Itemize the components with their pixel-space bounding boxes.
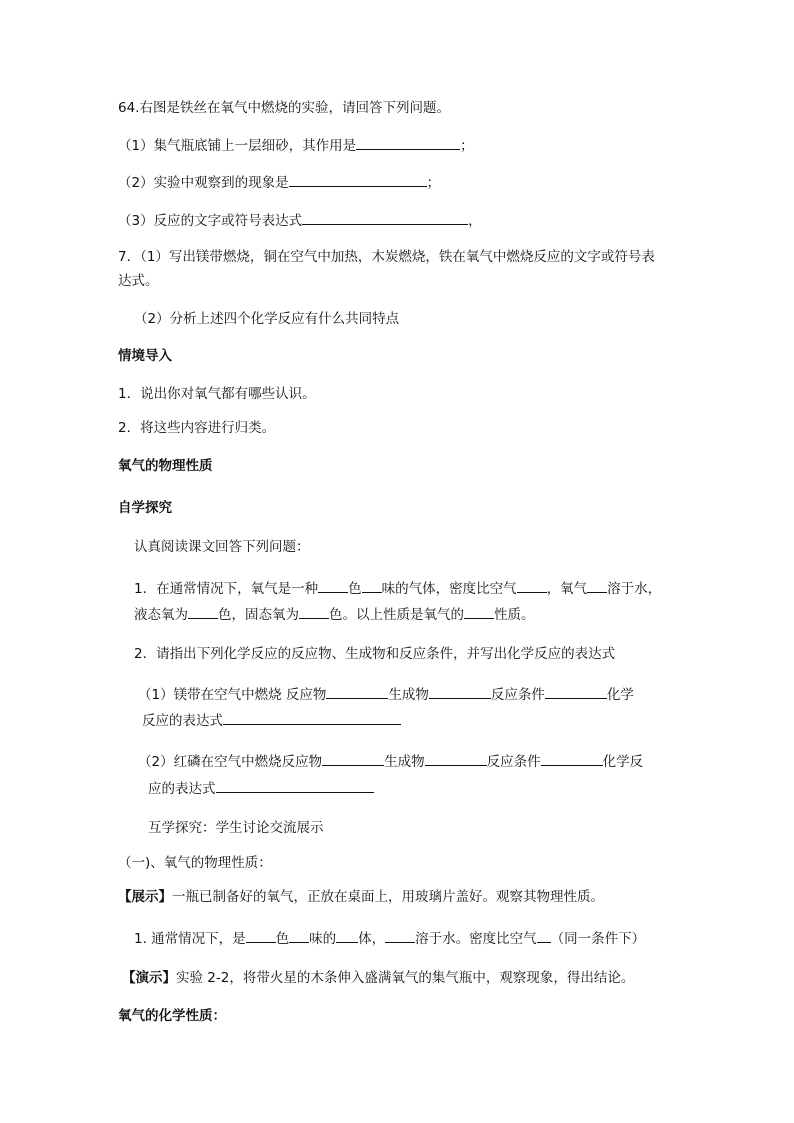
answer-blank[interactable]: [289, 928, 309, 943]
q64-part2: [118, 172, 440, 193]
q7-line1: 7．（1）写出镁带燃烧，铜在空气中加热，木炭燃烧，铁在氧气中燃烧反应的文字或符号表: [118, 249, 655, 265]
answer-blank[interactable]: [223, 710, 401, 725]
answer-blank[interactable]: [545, 684, 607, 699]
text: 反应条件: [486, 754, 541, 770]
chemical-heading: 氧气的化学性质：: [118, 1008, 226, 1024]
text: 1. 通常情况下，是: [134, 931, 246, 947]
self-q1-line2: [134, 604, 535, 625]
answer-blank[interactable]: [517, 578, 547, 593]
answer-blank[interactable]: [336, 928, 358, 943]
display-text: 一瓶已制备好的氧气，正放在桌面上，用玻璃片盖好。观察其物理性质。: [172, 889, 604, 905]
text: （2）红磷在空气中燃烧反应物: [138, 754, 323, 770]
punct: ；: [426, 175, 441, 191]
reaction2-line1: [138, 751, 643, 772]
q7-line2: 达式。: [118, 273, 159, 289]
demo-line: [122, 968, 634, 988]
demo-tag: 【演示】: [122, 970, 176, 986]
self-q2: 2．请指出下列化学反应的反应物、生成物和反应条件，并写出化学反应的表达式: [134, 646, 616, 662]
self-study-heading: 自学探究: [118, 500, 172, 516]
q64-part3-text: （3）反应的文字或符号表达式: [118, 213, 303, 229]
physical-heading: 氧气的物理性质: [118, 458, 213, 474]
mutual-study: 互学探究：学生讨论交流展示: [148, 820, 324, 836]
reaction1-line2: [142, 710, 401, 731]
text: 味的气体，密度比空气: [381, 581, 517, 597]
q64-title: 64.右图是铁丝在氧气中燃烧的实验，请回答下列问题。: [118, 100, 450, 116]
punct: ，: [468, 213, 482, 229]
answer-blank[interactable]: [302, 210, 468, 225]
text: 反应的表达式: [142, 713, 223, 729]
reaction2-line2: [148, 778, 374, 799]
text: 色: [275, 931, 290, 947]
answer-blank[interactable]: [362, 578, 382, 593]
display-tag: 【展示】: [118, 889, 172, 905]
answer-blank[interactable]: [464, 604, 494, 619]
q7-line3: （2）分析上述四个化学反应有什么共同特点: [134, 311, 400, 327]
text: 液态氧为: [134, 607, 188, 623]
text: 反应条件: [490, 687, 545, 703]
answer-blank[interactable]: [326, 684, 388, 699]
answer-blank[interactable]: [299, 604, 329, 619]
answer-blank[interactable]: [385, 928, 415, 943]
demo-text: 实验 2-2，将带火星的木条伸入盛满氧气的集气瓶中，观察现象，得出结论。: [176, 970, 635, 986]
answer-blank[interactable]: [537, 928, 551, 943]
text: 1．在通常情况下，氧气是一种: [134, 581, 319, 597]
display-line: [118, 887, 604, 907]
text: 色: [348, 581, 362, 597]
text: 味的: [309, 931, 337, 947]
text: 应的表达式: [148, 781, 216, 797]
answer-blank[interactable]: [425, 751, 487, 766]
self-q1-line1: [134, 578, 661, 599]
answer-blank[interactable]: [188, 604, 218, 619]
punct: ；: [460, 138, 474, 154]
text: （1）镁带在空气中燃烧 反应物: [138, 687, 327, 703]
q64-part1: [118, 135, 474, 156]
q64-part1-text: （1）集气瓶底铺上一层细砂，其作用是: [118, 138, 357, 154]
text: 生成物: [388, 687, 429, 703]
normal-conditions: [134, 928, 645, 949]
answer-blank[interactable]: [587, 578, 607, 593]
text: 色，固态氧为: [218, 607, 299, 623]
answer-blank[interactable]: [216, 778, 374, 793]
intro-item1: 1．说出你对氧气都有哪些认识。: [118, 386, 316, 402]
text: 化学反: [602, 754, 644, 770]
answer-blank[interactable]: [246, 928, 276, 943]
answer-blank[interactable]: [322, 751, 384, 766]
intro-heading: 情境导入: [118, 348, 172, 364]
text: 性质。: [494, 607, 535, 623]
answer-blank[interactable]: [541, 751, 603, 766]
text: 生成物: [384, 754, 425, 770]
q64-part3: [118, 210, 482, 231]
text: 溶于水，: [607, 581, 662, 597]
text: 溶于水。密度比空气: [415, 931, 537, 947]
text: ，氧气: [546, 581, 588, 597]
answer-blank[interactable]: [289, 172, 427, 187]
answer-blank[interactable]: [429, 684, 491, 699]
intro-item2: 2．将这些内容进行归类。: [118, 420, 276, 436]
text: 化学: [606, 687, 634, 703]
section1-heading: （一)、氧气的物理性质：: [118, 855, 272, 871]
text: 体，: [358, 931, 386, 947]
self-study-instruction: 认真阅读课文回答下列问题：: [134, 539, 310, 555]
answer-blank[interactable]: [356, 135, 460, 150]
reaction1-line1: [138, 684, 634, 705]
answer-blank[interactable]: [318, 578, 348, 593]
text: （同一条件下）: [550, 931, 646, 947]
q64-part2-text: （2）实验中观察到的现象是: [118, 175, 289, 191]
text: 色。以上性质是氧气的: [329, 607, 464, 623]
